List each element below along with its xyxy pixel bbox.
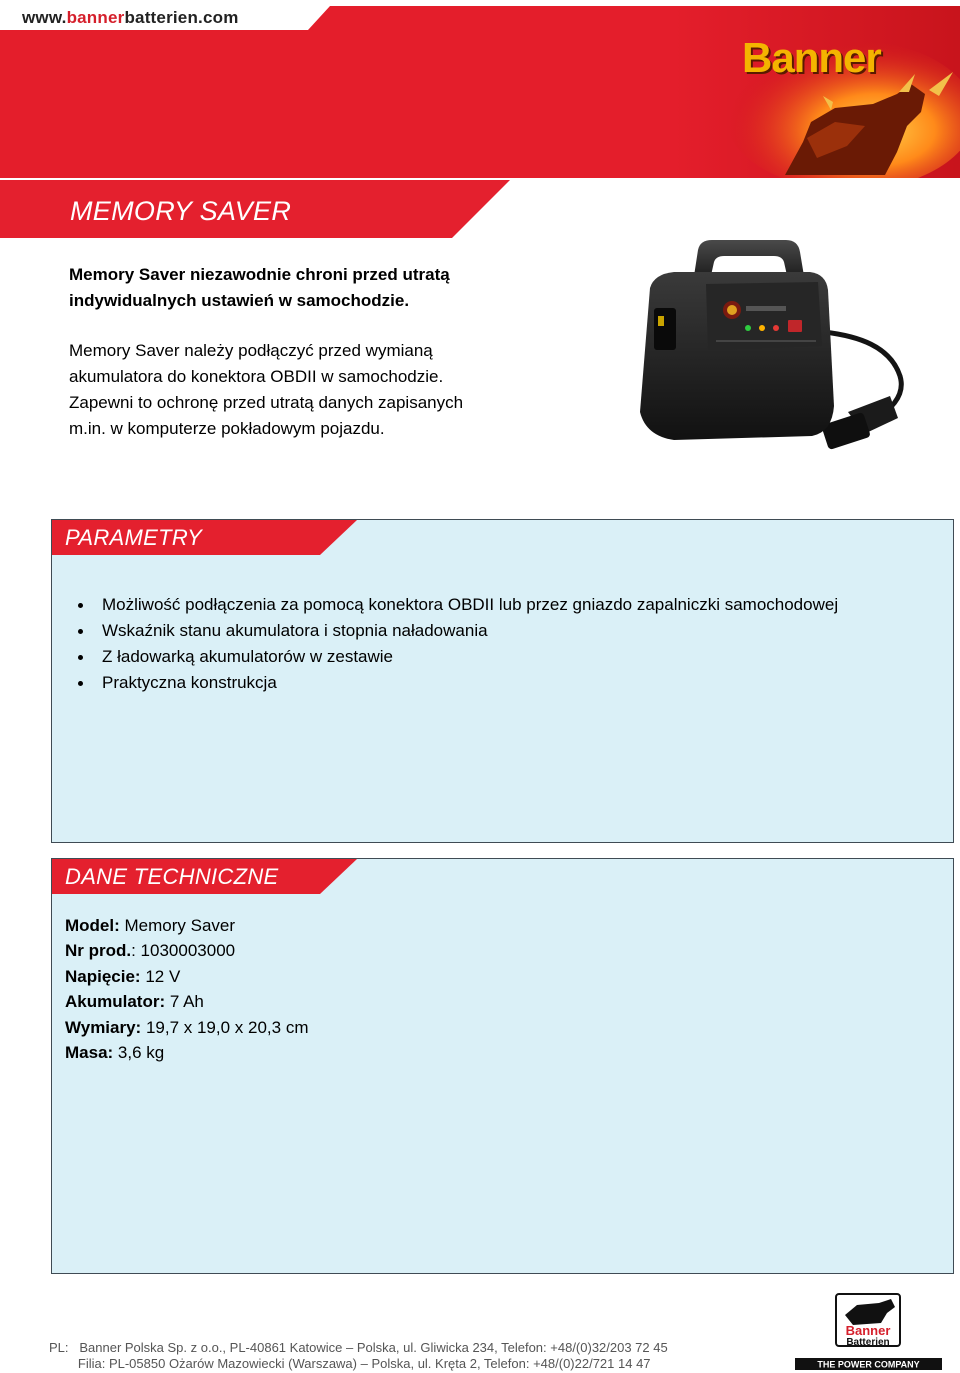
spec-product-number: Nr prod.: 1030003000 — [65, 941, 236, 961]
page-title: MEMORY SAVER — [70, 196, 292, 226]
parameter-item: Wskaźnik stanu akumulatora i stopnia naładowania — [78, 618, 838, 644]
parameter-item: Praktyczna konstrukcja — [78, 670, 838, 696]
company-footer — [49, 1340, 668, 1371]
parameters-section — [51, 519, 954, 843]
parameters-heading: PARAMETRY — [65, 525, 203, 550]
banner-batterien-logo — [795, 1293, 942, 1371]
parameter-item: Możliwość podłączenia za pomocą konektora OBDII lub przez gniazdo zapalniczki samochodowej — [78, 592, 838, 618]
spec-voltage: Napięcie: 12 V — [65, 966, 181, 986]
technical-heading: DANE TECHNICZNE — [65, 864, 279, 889]
footer-logo-tagline: THE POWER COMPANY — [817, 1359, 920, 1370]
technical-data-section — [51, 858, 954, 1274]
spec-battery: Akumulator: 7 Ah — [65, 992, 204, 1012]
footer-address-line: PL: Banner Polska Sp. z o.o., PL-40861 Katowice – Polska, ul. Gliwicka 234, Telefon: +48/(0)32/203 72 45 — [49, 1340, 668, 1355]
banner-logo-text: Banner — [742, 34, 881, 81]
intro-description: Memory Saver należy podłączyć przed wymianą akumulatora do konektora OBDII w samochodzie. Zapewni to ochronę przed utratą danych zapisanych m.in. w komputerze pokładowym pojazdu. — [69, 341, 464, 438]
footer-logo-batterien-text: Batterien — [846, 1337, 890, 1348]
intro-lead: Memory Saver niezawodnie chroni przed utratą indywidualnych ustawień w samochodzie. — [69, 265, 450, 310]
spec-model: Model: Memory Saver — [65, 916, 236, 935]
footer-logo-banner-text: Banner — [845, 1323, 891, 1338]
parameter-item: Z ładowarką akumulatorów w zestawie — [78, 644, 838, 670]
spec-weight: Masa: 3,6 kg — [65, 1043, 165, 1063]
product-image — [628, 236, 918, 462]
spec-dimensions: Wymiary: 19,7 x 19,0 x 20,3 cm — [65, 1017, 309, 1037]
parameters-list — [78, 592, 838, 696]
site-url[interactable]: www.bannerbatterien.com — [22, 8, 239, 27]
page-header — [0, 0, 960, 178]
footer-branch-line: Filia: PL-05850 Ożarów Mazowiecki (Warszawa) – Polska, ul. Kręta 2, Telefon: +48/(0)22/721 14 47 — [49, 1355, 651, 1371]
technical-data-list — [65, 913, 308, 1065]
